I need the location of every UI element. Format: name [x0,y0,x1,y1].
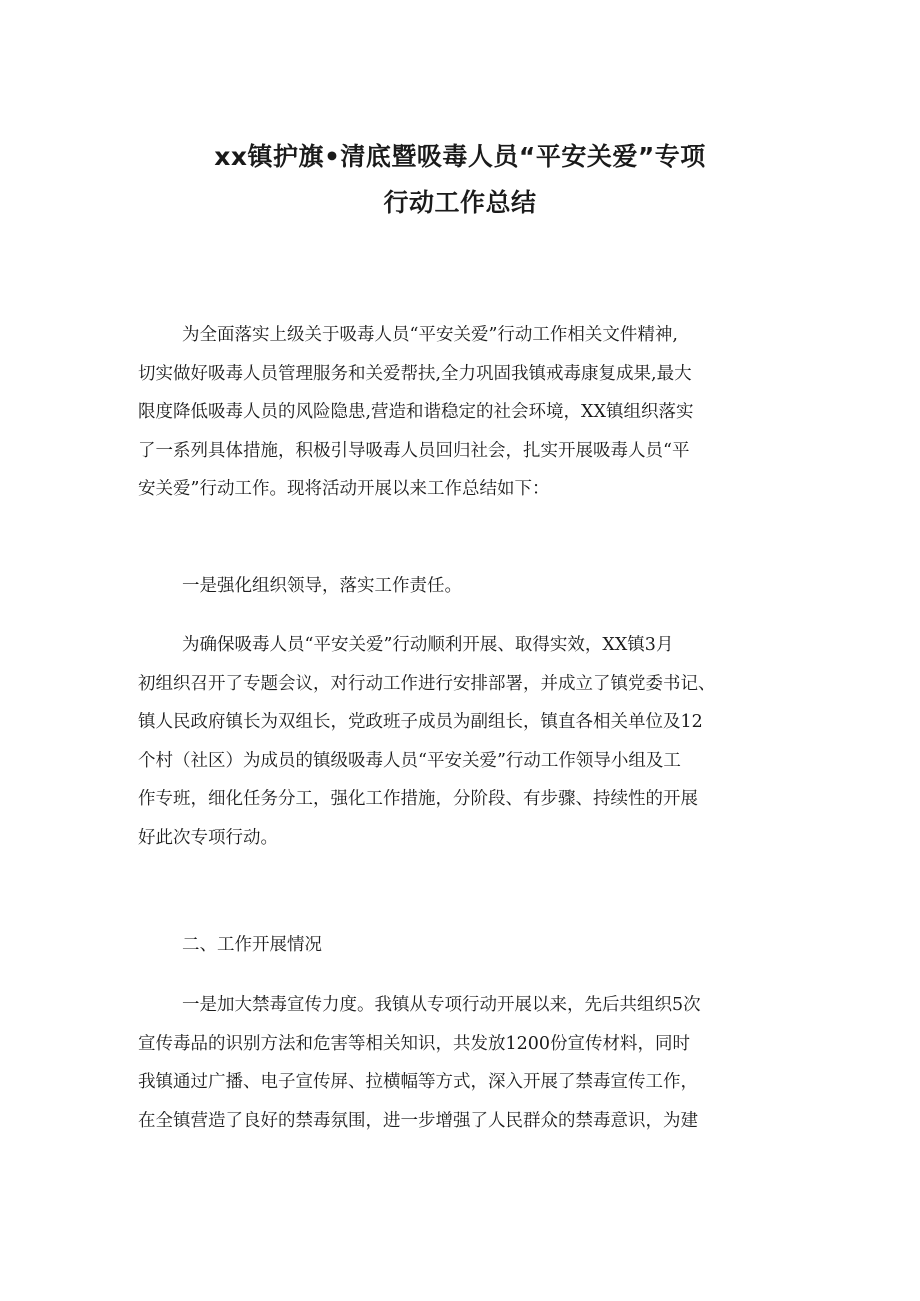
paragraph-publicity [138,986,798,1140]
paragraph-line: 切实做好吸毒人员管理服务和关爱帮扶,全力巩固我镇戒毒康复成果,最大 [138,363,692,384]
paragraph-intro [138,316,798,509]
document-title-line-2: 行动工作总结 [383,188,537,217]
paragraph-line: 为全面落实上级关于吸毒人员“平安关爱”行动工作相关文件精神, [182,325,678,345]
paragraph-line: 为确保吸毒人员“平安关爱”行动顺利开展、取得实效，XX镇3月 [182,635,674,655]
paragraph-line: 一是强化组织领导，落实工作责任。 [182,576,462,596]
document-title-line-1: xx镇护旗•清底暨吸毒人员“平安关爱”专项 [214,142,706,171]
paragraph-line: 一是加大禁毒宣传力度。我镇从专项行动开展以来，先后共组织5次 [182,995,701,1015]
section-heading-organization [138,567,798,606]
paragraph-line: 限度降低吸毒人员的风险隐患,营造和谐稳定的社会环境，XX镇组织落实 [138,402,694,422]
paragraph-line: 安关爱”行动工作。现将活动开展以来工作总结如下： [138,479,550,499]
paragraph-line: 二、工作开展情况 [182,935,322,955]
paragraph-line: 宣传毒品的识别方法和危害等相关知识，共发放1200份宣传材料，同时 [138,1033,691,1054]
paragraph-line: 在全镇营造了良好的禁毒氛围，进一步增强了人民群众的禁毒意识，为建 [138,1110,698,1131]
paragraph-line: 初组织召开了专题会议，对行动工作进行安排部署，并成立了镇党委书记、 [138,673,716,694]
paragraph-line: 我镇通过广播、电子宣传屏、拉横幅等方式，深入开展了禁毒宣传工作， [138,1072,698,1092]
paragraph-line: 镇人民政府镇长为双组长，党政班子成员为副组长，镇直各相关单位及12 [138,712,703,732]
paragraph-line: 作专班，细化任务分工，强化工作措施，分阶段、有步骤、持续性的开展 [138,789,698,809]
paragraph-line: 好此次专项行动。 [138,827,278,848]
section-heading-progress [138,926,798,965]
paragraph-line: 了一系列具体措施，积极引导吸毒人员回归社会，扎实开展吸毒人员“平 [138,440,690,461]
paragraph-line: 个村（社区）为成员的镇级吸毒人员“平安关爱”行动工作领导小组及工 [138,750,681,771]
paragraph-organization [138,626,798,857]
